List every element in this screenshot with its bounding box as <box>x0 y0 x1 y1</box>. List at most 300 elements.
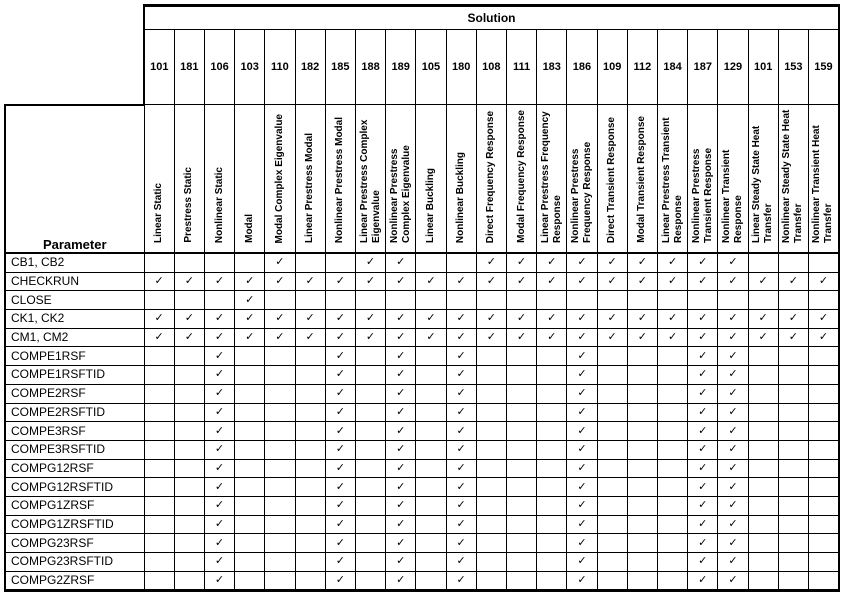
solution-type-label: Direct Frequency Response <box>485 110 497 243</box>
checkmark-icon: ✓ <box>456 349 466 362</box>
empty-cell <box>265 440 295 459</box>
solution-type-label: Nonlinear Prestress Complex Eigenvalue <box>388 145 412 243</box>
empty-cell <box>778 478 808 497</box>
check-cell <box>537 253 567 272</box>
empty-cell <box>144 496 174 515</box>
empty-cell <box>537 291 567 310</box>
checkmark-icon: ✓ <box>516 256 527 269</box>
empty-cell <box>627 515 657 534</box>
checkmark-icon: ✓ <box>577 480 587 493</box>
check-cell <box>325 366 355 385</box>
checkmark-icon: ✓ <box>456 461 466 474</box>
checkmark-icon: ✓ <box>577 368 587 381</box>
solution-code-cell: 101 <box>748 30 778 105</box>
check-cell <box>567 515 597 534</box>
checkmark-icon: ✓ <box>637 275 647 288</box>
checkmark-icon: ✓ <box>728 275 738 288</box>
checkmark-icon: ✓ <box>577 312 587 325</box>
check-cell <box>446 328 476 347</box>
table-row <box>5 459 839 478</box>
check-cell <box>325 571 355 591</box>
parameter-name-cell: COMPE2RSF <box>5 384 144 403</box>
empty-cell <box>355 515 385 534</box>
empty-cell <box>748 403 778 422</box>
checkmark-icon: ✓ <box>456 331 466 344</box>
checkmark-icon: ✓ <box>698 387 708 400</box>
checkmark-icon: ✓ <box>214 555 225 568</box>
check-cell <box>446 515 476 534</box>
empty-cell <box>597 347 627 366</box>
parameter-name-cell: CLOSE <box>5 291 144 310</box>
check-cell <box>567 384 597 403</box>
checkmark-icon: ✓ <box>577 574 587 587</box>
empty-cell <box>355 553 385 572</box>
check-cell <box>778 328 808 347</box>
checkmark-icon: ✓ <box>577 499 587 512</box>
check-cell <box>657 272 687 291</box>
empty-cell <box>416 422 446 441</box>
empty-cell <box>778 403 808 422</box>
solution-code-cell: 159 <box>808 30 839 105</box>
solution-code-cell: 189 <box>386 30 416 105</box>
check-cell <box>567 310 597 329</box>
checkmark-icon: ✓ <box>667 275 678 288</box>
check-cell <box>325 496 355 515</box>
empty-cell <box>174 253 204 272</box>
empty-cell <box>355 422 385 441</box>
checkmark-icon: ✓ <box>728 574 738 587</box>
check-cell <box>295 310 325 329</box>
empty-cell <box>235 496 265 515</box>
solution-type-label: Modal <box>243 214 255 243</box>
check-cell <box>204 571 234 591</box>
check-cell <box>688 478 718 497</box>
check-cell <box>144 310 174 329</box>
solution-type-header <box>325 105 355 254</box>
empty-cell <box>355 384 385 403</box>
check-cell <box>567 571 597 591</box>
empty-cell <box>295 347 325 366</box>
empty-cell <box>295 553 325 572</box>
empty-cell <box>657 553 687 572</box>
check-cell <box>718 253 748 272</box>
check-cell <box>204 347 234 366</box>
check-cell <box>325 272 355 291</box>
check-cell <box>718 515 748 534</box>
table-row <box>5 496 839 515</box>
checkmark-icon: ✓ <box>456 312 466 325</box>
solution-type-label: Modal Transient Response <box>636 116 648 243</box>
empty-cell <box>748 347 778 366</box>
empty-cell <box>506 496 536 515</box>
table-row <box>5 328 839 347</box>
solution-type-label: Linear Prestress Transient Response <box>660 117 684 243</box>
checkmark-icon: ✓ <box>456 517 466 530</box>
empty-cell <box>265 459 295 478</box>
checkmark-icon: ✓ <box>637 256 647 269</box>
check-cell <box>506 328 536 347</box>
check-cell <box>295 328 325 347</box>
table-row <box>5 310 839 329</box>
check-cell <box>567 403 597 422</box>
check-cell <box>235 310 265 329</box>
solution-code-cell: 180 <box>446 30 476 105</box>
solution-type-header <box>416 105 446 254</box>
empty-cell <box>748 384 778 403</box>
empty-cell <box>476 440 506 459</box>
empty-cell <box>265 384 295 403</box>
empty-cell <box>567 291 597 310</box>
check-cell <box>265 272 295 291</box>
checkmark-icon: ✓ <box>577 443 587 456</box>
checkmark-icon: ✓ <box>758 312 768 325</box>
check-cell <box>386 366 416 385</box>
check-cell <box>174 328 204 347</box>
check-cell <box>204 328 234 347</box>
empty-cell <box>355 403 385 422</box>
checkmark-icon: ✓ <box>577 536 587 549</box>
check-cell <box>688 347 718 366</box>
check-cell <box>204 403 234 422</box>
solution-code-cell: 111 <box>506 30 536 105</box>
checkmark-icon: ✓ <box>396 443 406 456</box>
check-cell <box>476 310 506 329</box>
check-cell <box>204 384 234 403</box>
check-cell <box>416 310 446 329</box>
checkmark-icon: ✓ <box>456 424 466 437</box>
checkmark-icon: ✓ <box>577 461 587 474</box>
solution-type-header <box>265 105 295 254</box>
checkmark-icon: ✓ <box>214 275 225 288</box>
checkmark-icon: ✓ <box>486 331 496 344</box>
check-cell <box>688 440 718 459</box>
checkmark-icon: ✓ <box>698 499 708 512</box>
parameter-name-cell: COMPE3RSFTID <box>5 440 144 459</box>
solution-code-cell: 112 <box>627 30 657 105</box>
empty-cell <box>204 253 234 272</box>
empty-cell <box>537 534 567 553</box>
empty-cell <box>597 422 627 441</box>
check-cell <box>265 253 295 272</box>
checkmark-icon: ✓ <box>456 536 466 549</box>
parameter-name-cell: COMPE1RSF <box>5 347 144 366</box>
empty-cell <box>355 478 385 497</box>
check-cell <box>204 534 234 553</box>
empty-cell <box>416 440 446 459</box>
checkmark-icon: ✓ <box>184 275 194 288</box>
solution-types-row <box>5 105 839 254</box>
empty-cell <box>174 478 204 497</box>
checkmark-icon: ✓ <box>214 517 225 530</box>
checkmark-icon: ✓ <box>698 555 708 568</box>
empty-cell <box>295 478 325 497</box>
checkmark-icon: ✓ <box>728 424 738 437</box>
checkmark-icon: ✓ <box>728 499 738 512</box>
empty-cell <box>748 553 778 572</box>
checkmark-icon: ✓ <box>335 387 345 400</box>
checkmark-icon: ✓ <box>335 480 345 493</box>
empty-cell <box>808 291 839 310</box>
empty-cell <box>416 347 446 366</box>
empty-cell <box>416 366 446 385</box>
empty-cell <box>657 440 687 459</box>
check-cell <box>416 272 446 291</box>
solution-type-header <box>204 105 234 254</box>
empty-cell <box>537 571 567 591</box>
empty-cell <box>657 422 687 441</box>
checkmark-icon: ✓ <box>396 424 406 437</box>
empty-cell <box>778 366 808 385</box>
checkmark-icon: ✓ <box>456 574 466 587</box>
checkmark-icon: ✓ <box>275 256 285 269</box>
empty-cell <box>174 496 204 515</box>
empty-cell <box>657 384 687 403</box>
checkmark-icon: ✓ <box>607 312 617 325</box>
solution-type-label: Nonlinear Transient Heat Transfer <box>811 125 835 243</box>
solution-type-label: Modal Frequency Response <box>515 110 527 243</box>
check-cell <box>265 328 295 347</box>
table-row <box>5 291 839 310</box>
check-cell <box>506 272 536 291</box>
checkmark-icon: ✓ <box>516 312 527 325</box>
checkmark-icon: ✓ <box>728 312 738 325</box>
checkmark-icon: ✓ <box>335 275 345 288</box>
solution-type-header <box>235 105 265 254</box>
empty-cell <box>808 571 839 591</box>
checkmark-icon: ✓ <box>335 574 345 587</box>
check-cell <box>446 272 476 291</box>
parameter-header: Parameter <box>5 105 144 254</box>
check-cell <box>567 478 597 497</box>
empty-cell <box>627 478 657 497</box>
parameter-name-cell: COMPG23RSFTID <box>5 553 144 572</box>
check-cell <box>446 459 476 478</box>
empty-cell <box>235 422 265 441</box>
parameter-name-cell: COMPG23RSF <box>5 534 144 553</box>
solution-type-header <box>778 105 808 254</box>
empty-cell <box>235 403 265 422</box>
empty-cell <box>144 571 174 591</box>
check-cell <box>325 310 355 329</box>
checkmark-icon: ✓ <box>728 480 738 493</box>
table-row <box>5 384 839 403</box>
checkmark-icon: ✓ <box>818 275 829 288</box>
checkmark-icon: ✓ <box>305 331 315 344</box>
check-cell <box>446 310 476 329</box>
parameter-name-cell: COMPE2RSFTID <box>5 403 144 422</box>
solution-code-cell: 109 <box>597 30 627 105</box>
check-cell <box>537 328 567 347</box>
check-cell <box>597 272 627 291</box>
checkmark-icon: ✓ <box>456 387 466 400</box>
table-row <box>5 534 839 553</box>
empty-cell <box>265 553 295 572</box>
solution-type-header <box>446 105 476 254</box>
check-cell <box>688 366 718 385</box>
check-cell <box>718 328 748 347</box>
checkmark-icon: ✓ <box>577 517 587 530</box>
empty-cell <box>506 366 536 385</box>
check-cell <box>446 571 476 591</box>
empty-cell <box>597 515 627 534</box>
checkmark-icon: ✓ <box>365 331 376 344</box>
empty-cell <box>778 515 808 534</box>
empty-cell <box>778 422 808 441</box>
checkmark-icon: ✓ <box>365 312 376 325</box>
check-cell <box>567 496 597 515</box>
check-cell <box>808 272 839 291</box>
check-cell <box>567 347 597 366</box>
empty-cell <box>808 515 839 534</box>
checkmark-icon: ✓ <box>728 517 738 530</box>
checkmark-icon: ✓ <box>486 312 496 325</box>
check-cell <box>446 478 476 497</box>
empty-cell <box>265 571 295 591</box>
check-cell <box>386 422 416 441</box>
solution-type-header <box>476 105 506 254</box>
check-cell <box>476 253 506 272</box>
empty-cell <box>144 422 174 441</box>
empty-cell <box>235 571 265 591</box>
empty-cell <box>355 366 385 385</box>
check-cell <box>386 384 416 403</box>
check-cell <box>325 328 355 347</box>
empty-cell <box>627 496 657 515</box>
empty-cell <box>627 403 657 422</box>
empty-cell <box>144 459 174 478</box>
check-cell <box>567 366 597 385</box>
checkmark-icon: ✓ <box>335 424 345 437</box>
check-cell <box>476 328 506 347</box>
solution-type-label: Linear Buckling <box>424 167 436 243</box>
checkmark-icon: ✓ <box>456 405 466 418</box>
empty-cell <box>657 478 687 497</box>
solution-type-label: Linear Prestress Frequency Response <box>539 111 563 243</box>
empty-cell <box>174 440 204 459</box>
checkmark-icon: ✓ <box>728 443 738 456</box>
solution-header: Solution <box>144 6 839 30</box>
empty-cell <box>416 553 446 572</box>
checkmark-icon: ✓ <box>637 312 647 325</box>
empty-cell <box>748 291 778 310</box>
corner-spacer <box>5 6 144 105</box>
checkmark-icon: ✓ <box>547 256 557 269</box>
empty-cell <box>778 253 808 272</box>
checkmark-icon: ✓ <box>577 256 587 269</box>
checkmark-icon: ✓ <box>275 275 285 288</box>
solution-type-label: Direct Transient Response <box>606 116 618 243</box>
table-row <box>5 440 839 459</box>
empty-cell <box>748 253 778 272</box>
empty-cell <box>778 459 808 478</box>
checkmark-icon: ✓ <box>728 368 738 381</box>
empty-cell <box>265 291 295 310</box>
checkmark-icon: ✓ <box>396 275 406 288</box>
empty-cell <box>808 366 839 385</box>
check-cell <box>688 272 718 291</box>
empty-cell <box>416 534 446 553</box>
check-cell <box>386 347 416 366</box>
check-cell <box>295 272 325 291</box>
checkmark-icon: ✓ <box>184 331 194 344</box>
checkmark-icon: ✓ <box>184 312 194 325</box>
checkmark-icon: ✓ <box>698 443 708 456</box>
empty-cell <box>144 347 174 366</box>
solution-type-label: Nonlinear Prestress Frequency Response <box>569 141 593 243</box>
solution-code-cell: 181 <box>174 30 204 105</box>
empty-cell <box>597 553 627 572</box>
empty-cell <box>325 291 355 310</box>
checkmark-icon: ✓ <box>456 368 466 381</box>
check-cell <box>627 272 657 291</box>
check-cell <box>386 571 416 591</box>
solution-type-header <box>657 105 687 254</box>
check-cell <box>325 534 355 553</box>
check-cell <box>657 310 687 329</box>
empty-cell <box>597 384 627 403</box>
check-cell <box>386 253 416 272</box>
empty-cell <box>476 478 506 497</box>
empty-cell <box>265 496 295 515</box>
solution-type-label: Nonlinear Prestress Transient Response <box>690 147 714 243</box>
solution-type-header <box>537 105 567 254</box>
empty-cell <box>627 440 657 459</box>
checkmark-icon: ✓ <box>245 293 255 306</box>
checkmark-icon: ✓ <box>698 405 708 418</box>
empty-cell <box>416 571 446 591</box>
empty-cell <box>265 515 295 534</box>
check-cell <box>144 272 174 291</box>
check-cell <box>386 459 416 478</box>
table-row <box>5 515 839 534</box>
checkmark-icon: ✓ <box>214 499 225 512</box>
empty-cell <box>657 291 687 310</box>
empty-cell <box>657 403 687 422</box>
empty-cell <box>174 553 204 572</box>
empty-cell <box>476 422 506 441</box>
check-cell <box>657 253 687 272</box>
checkmark-icon: ✓ <box>728 461 738 474</box>
empty-cell <box>235 534 265 553</box>
empty-cell <box>446 291 476 310</box>
checkmark-icon: ✓ <box>577 331 587 344</box>
check-cell <box>204 553 234 572</box>
empty-cell <box>597 366 627 385</box>
empty-cell <box>265 366 295 385</box>
empty-cell <box>295 384 325 403</box>
empty-cell <box>688 291 718 310</box>
checkmark-icon: ✓ <box>214 574 225 587</box>
check-cell <box>355 253 385 272</box>
empty-cell <box>295 291 325 310</box>
checkmark-icon: ✓ <box>305 275 315 288</box>
parameter-name-cell: COMPG1ZRSF <box>5 496 144 515</box>
checkmark-icon: ✓ <box>214 387 225 400</box>
check-cell <box>718 347 748 366</box>
checkmark-icon: ✓ <box>426 312 436 325</box>
empty-cell <box>537 403 567 422</box>
solution-code-cell: 183 <box>537 30 567 105</box>
empty-cell <box>295 515 325 534</box>
parameter-name-cell: COMPE1RSFTID <box>5 366 144 385</box>
checkmark-icon: ✓ <box>396 405 406 418</box>
check-cell <box>386 496 416 515</box>
check-cell <box>506 310 536 329</box>
empty-cell <box>657 534 687 553</box>
empty-cell <box>506 534 536 553</box>
checkmark-icon: ✓ <box>788 275 798 288</box>
solution-type-header <box>567 105 597 254</box>
